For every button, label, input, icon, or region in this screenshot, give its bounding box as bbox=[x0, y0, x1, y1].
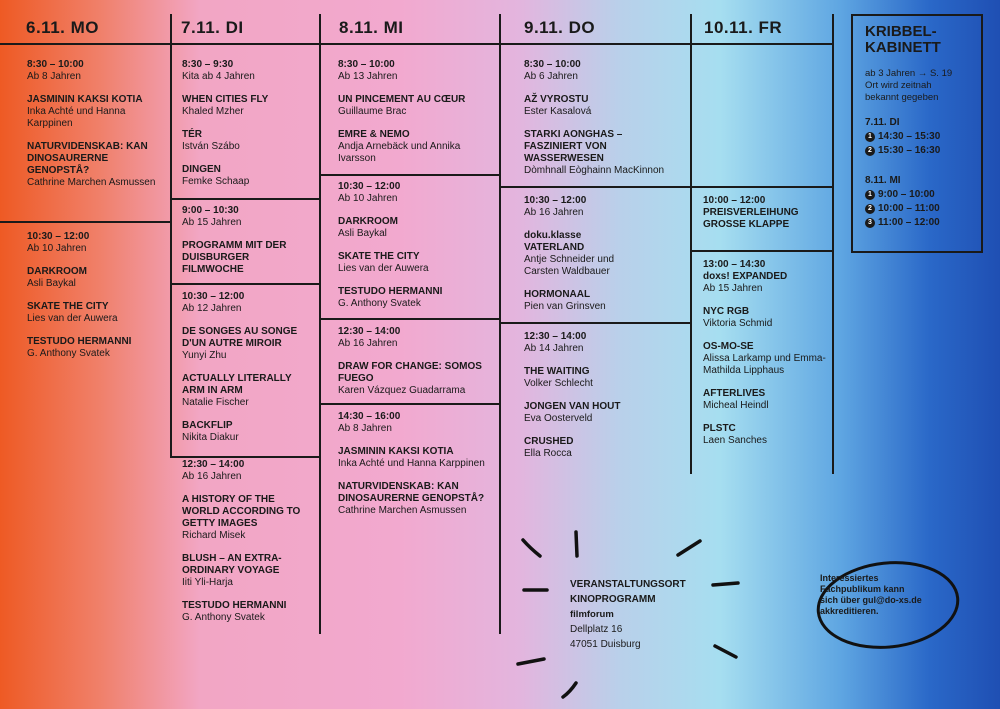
slot-age: Ab 16 Jahren bbox=[182, 471, 242, 482]
film-director: Micheal Heindl bbox=[703, 400, 769, 411]
film-director: Cathrine Marchen Asmussen bbox=[27, 177, 156, 188]
slot-time: 10:30 – 12:00 bbox=[338, 181, 401, 192]
film-title: OS-MO-SE bbox=[703, 341, 754, 352]
film-title: TÉR bbox=[182, 129, 202, 140]
film-title: ACTUALLY LITERALLY ARM IN ARM bbox=[182, 373, 292, 396]
slot-age: Ab 15 Jahren bbox=[703, 283, 763, 294]
film-director: Volker Schlecht bbox=[524, 378, 593, 389]
venue-heading: VERANSTALTUNGSORT bbox=[570, 579, 686, 590]
film-title: JASMININ KAKSI KOTIA bbox=[27, 94, 143, 105]
kribbel-session-time: 9:00 – 10:00 bbox=[878, 189, 935, 200]
film-director: Richard Misek bbox=[182, 530, 246, 541]
kribbel-session-time: 11:00 – 12:00 bbox=[878, 217, 940, 228]
film-title: DARKROOM bbox=[338, 216, 398, 227]
film-director: Asli Baykal bbox=[27, 278, 76, 289]
film-title: DE SONGES AU SONGE D'UN AUTRE MIROIR bbox=[182, 326, 298, 349]
note-line: akkreditieren. bbox=[820, 606, 879, 616]
venue-heading: KINOPROGRAMM bbox=[570, 594, 656, 605]
kribbel-session-time: 15:30 – 16:30 bbox=[878, 145, 941, 156]
film-title: DARKROOM bbox=[27, 266, 87, 277]
number-badge-icon: 2 bbox=[865, 204, 875, 214]
film-director: Iiti Yli-Harja bbox=[182, 577, 233, 588]
section-kicker: doku.klasse bbox=[524, 230, 582, 241]
film-title: TESTUDO HERMANNI bbox=[182, 600, 287, 611]
film-title: PLSTC bbox=[703, 423, 736, 434]
film-director: Cathrine Marchen Asmussen bbox=[338, 505, 467, 516]
film-title: TESTUDO HERMANNI bbox=[338, 286, 443, 297]
note-line: Interessiertes bbox=[820, 573, 879, 583]
slot-time: 10:30 – 12:00 bbox=[182, 291, 245, 302]
number-badge-icon: 1 bbox=[865, 190, 875, 200]
film-title: SKATE THE CITY bbox=[27, 301, 109, 312]
film-director: Pien van Grinsven bbox=[524, 301, 606, 312]
film-director: Inka Achté und Hanna Karppinen bbox=[338, 458, 485, 469]
slot-age: Ab 16 Jahren bbox=[338, 338, 398, 349]
venue-street: Dellplatz 16 bbox=[570, 624, 623, 635]
number-badge-icon: 1 bbox=[865, 132, 875, 142]
slot-time: 10:30 – 12:00 bbox=[27, 231, 90, 242]
film-title: JASMININ KAKSI KOTIA bbox=[338, 446, 454, 457]
kribbel-location-note: Ort wird zeitnah bbox=[865, 80, 932, 91]
kribbel-session-time: 10:00 – 11:00 bbox=[878, 203, 940, 214]
film-title: UN PINCEMENT AU CŒUR bbox=[338, 94, 466, 105]
kribbel-age: ab 3 Jahren → S. 19 bbox=[865, 68, 953, 79]
film-director: Antje Schneider und Carsten Waldbauer bbox=[524, 254, 615, 277]
day-header-di: 7.11. DI bbox=[181, 18, 244, 37]
film-title: SKATE THE CITY bbox=[338, 251, 420, 262]
slot-age: Ab 8 Jahren bbox=[338, 423, 392, 434]
film-director: Khaled Mzher bbox=[182, 106, 244, 117]
number-badge-icon: 2 bbox=[865, 146, 875, 156]
film-title: HORMONAAL bbox=[524, 289, 591, 300]
slot-time: 10:00 – 12:00 bbox=[703, 195, 766, 206]
film-director: G. Anthony Svatek bbox=[182, 612, 265, 623]
slot-time: 12:30 – 14:00 bbox=[338, 326, 401, 337]
note-line: sich über gul@do-xs.de bbox=[820, 595, 922, 605]
film-title: A HISTORY OF THE WORLD ACCORDING TO GETTY IMAGES bbox=[182, 494, 301, 529]
slot-age: Ab 10 Jahren bbox=[338, 193, 398, 204]
slot-age: Ab 10 Jahren bbox=[27, 243, 87, 254]
kribbel-day: 7.11. DI bbox=[865, 117, 900, 128]
film-director: Guillaume Brac bbox=[338, 106, 407, 117]
slot-time: 12:30 – 14:00 bbox=[182, 459, 245, 470]
film-director: Alissa Larkamp und Emma-Mathilda Lipphaus bbox=[703, 353, 826, 376]
film-director: G. Anthony Svatek bbox=[338, 298, 421, 309]
slot-time: 8:30 – 10:00 bbox=[27, 59, 84, 70]
slot-time: 8:30 – 9:30 bbox=[182, 59, 234, 70]
kribbel-title-line: KABINETT bbox=[865, 39, 941, 56]
day-header-do: 9.11. DO bbox=[524, 18, 596, 37]
film-director: Karen Vázquez Guadarrama bbox=[338, 385, 466, 396]
film-director: Natalie Fischer bbox=[182, 397, 249, 408]
film-director: Yunyi Zhu bbox=[182, 350, 227, 361]
film-director: István Szábo bbox=[182, 141, 240, 152]
film-title: AŽ VYROSTU bbox=[524, 94, 589, 105]
slot-age: Ab 6 Jahren bbox=[524, 71, 578, 82]
slot-age: Ab 16 Jahren bbox=[524, 207, 584, 218]
section-kicker: doxs! EXPANDED bbox=[703, 271, 788, 282]
film-title: VATERLAND bbox=[524, 242, 585, 253]
slot-age: Ab 12 Jahren bbox=[182, 303, 242, 314]
day-header-fr: 10.11. FR bbox=[704, 18, 783, 37]
slot-time: 13:00 – 14:30 bbox=[703, 259, 766, 270]
venue-city: 47051 Duisburg bbox=[570, 639, 641, 650]
film-director: Nikita Diakur bbox=[182, 432, 239, 443]
film-director: Andja Arnebäck und Annika Ivarsson bbox=[338, 141, 461, 164]
kribbel-location-note: bekannt gegeben bbox=[865, 92, 939, 103]
slot-age: Ab 15 Jahren bbox=[182, 217, 242, 228]
film-director: Eva Oosterveld bbox=[524, 413, 593, 424]
film-director: G. Anthony Svatek bbox=[27, 348, 110, 359]
venue-name: filmforum bbox=[570, 609, 614, 620]
kribbel-day: 8.11. MI bbox=[865, 175, 901, 186]
film-director: Dòmhnall Eòghainn MacKinnon bbox=[524, 165, 665, 176]
film-title: BACKFLIP bbox=[182, 420, 233, 431]
film-title: STARKI AONGHAS – FASZINIERT VON WASSERWESEN bbox=[524, 129, 623, 164]
film-title: TESTUDO HERMANNI bbox=[27, 336, 132, 347]
accreditation-note bbox=[820, 573, 922, 617]
film-director: Viktoria Schmid bbox=[703, 318, 773, 329]
film-director: Femke Schaap bbox=[182, 176, 250, 187]
kribbel-title-line: KRIBBEL- bbox=[865, 23, 937, 40]
film-director: Lies van der Auwera bbox=[27, 313, 118, 324]
kribbel-session-time: 14:30 – 15:30 bbox=[878, 131, 941, 142]
film-title: PROGRAMM MIT DER DUISBURGER FILMWOCHE bbox=[182, 240, 287, 275]
film-director: Inka Achté und Hanna Karppinen bbox=[27, 106, 126, 129]
film-title: BLUSH – AN EXTRA-ORDINARY VOYAGE bbox=[182, 553, 282, 576]
slot-time: 8:30 – 10:00 bbox=[338, 59, 395, 70]
slot-time: 10:30 – 12:00 bbox=[524, 195, 587, 206]
film-director: Lies van der Auwera bbox=[338, 263, 429, 274]
film-title: WHEN CITIES FLY bbox=[182, 94, 269, 105]
film-director: Asli Baykal bbox=[338, 228, 387, 239]
slot-age: Kita ab 4 Jahren bbox=[182, 71, 255, 82]
film-title: NYC RGB bbox=[703, 306, 750, 317]
film-title: DINGEN bbox=[182, 164, 221, 175]
venue-info bbox=[570, 577, 686, 652]
slot-time: 12:30 – 14:00 bbox=[524, 331, 587, 342]
film-title: NATURVIDENSKAB: KAN DINOSAURERNE GENOPSTÅ? bbox=[27, 141, 148, 176]
slot-time: 9:00 – 10:30 bbox=[182, 205, 239, 216]
film-title: PREISVERLEIHUNG GROSSE KLAPPE bbox=[703, 207, 799, 230]
film-director: Ester Kasalová bbox=[524, 106, 592, 117]
slot-age: Ab 8 Jahren bbox=[27, 71, 81, 82]
slot-age: Ab 14 Jahren bbox=[524, 343, 584, 354]
film-title: JONGEN VAN HOUT bbox=[524, 401, 621, 412]
slot-time: 14:30 – 16:00 bbox=[338, 411, 401, 422]
film-director: Laen Sanches bbox=[703, 435, 767, 446]
film-title: EMRE & NEMO bbox=[338, 129, 410, 140]
film-title: AFTERLIVES bbox=[703, 388, 766, 399]
slot-age: Ab 13 Jahren bbox=[338, 71, 398, 82]
film-title: CRUSHED bbox=[524, 436, 574, 447]
film-director: Ella Rocca bbox=[524, 448, 572, 459]
film-title: DRAW FOR CHANGE: SOMOS FUEGO bbox=[338, 361, 482, 384]
day-header-mo: 6.11. MO bbox=[26, 18, 99, 37]
film-title: THE WAITING bbox=[524, 366, 590, 377]
number-badge-icon: 3 bbox=[865, 218, 875, 228]
day-header-mi: 8.11. MI bbox=[339, 18, 404, 37]
film-title: NATURVIDENSKAB: KAN DINOSAURERNE GENOPSTÅ? bbox=[338, 481, 485, 504]
note-line: Fachpublikum kann bbox=[820, 584, 905, 594]
slot-time: 8:30 – 10:00 bbox=[524, 59, 581, 70]
